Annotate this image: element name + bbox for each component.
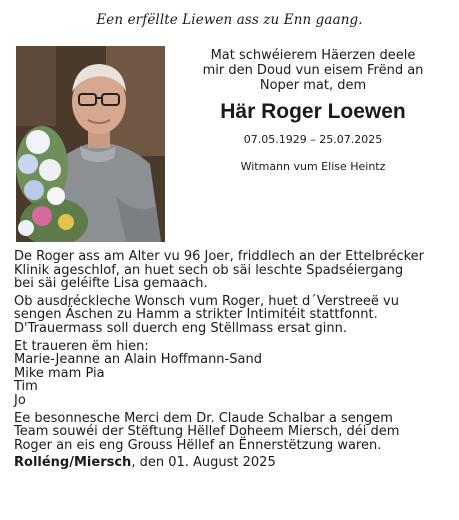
deceased-name: Här Roger Loewen — [220, 100, 406, 123]
mourners-list — [14, 340, 452, 408]
text-line: Team souwéi der Stëftung Hëllef Doheem Miersch, déi dem — [14, 424, 400, 440]
flower-white-1 — [26, 130, 50, 154]
intro-text — [183, 48, 443, 93]
paragraph-thanks — [14, 412, 452, 453]
flower-blue-1 — [18, 154, 38, 174]
text-line: D'Trauermass soll duerch eng Stëllmass ersat ginn. — [14, 320, 348, 336]
paragraph-passing — [14, 250, 452, 291]
intro-line: Noper mat, dem — [259, 78, 367, 93]
mourner-name: Tim — [14, 379, 38, 395]
text-line: bei säi geléifte Lisa gemaach. — [14, 276, 208, 292]
motto: Een erfëllte Liewen ass zu Enn gaang. — [96, 12, 363, 28]
flower-yellow — [58, 214, 74, 230]
flower-white-2 — [39, 159, 61, 181]
intro-line: Mat schwéierem Häerzen deele — [210, 48, 416, 63]
text-line: Ob ausdréckleche Wonsch vum Roger, huet d´Verstreeë vu — [14, 293, 399, 309]
mourner-name: Mike mam Pia — [14, 365, 105, 381]
portrait-photo — [16, 46, 165, 242]
life-dates: 07.05.1929 – 25.07.2025 — [243, 133, 383, 146]
flower-white-4 — [18, 220, 34, 236]
text-line: sengen Äschen zu Hamm a strikter Intimitéit stattfonnt. — [14, 307, 378, 323]
signature-date: , den 01. August 2025 — [131, 455, 276, 471]
mourner-name: Jo — [14, 392, 26, 408]
text-line: Roger an eis eng Grouss Hëllef an Ënnerstëtzung waren. — [14, 437, 382, 453]
text-line: Klinik ageschlof, an huet sech ob säi leschte Spadséiergang — [14, 262, 404, 278]
signature-place: Rolléng/Miersch — [14, 455, 132, 471]
photo-background-left — [16, 46, 56, 126]
text-line: Ee besonnesche Merci dem Dr. Claude Schalbar a sengem — [14, 410, 393, 426]
paragraph-wishes — [14, 295, 452, 336]
signature-line — [14, 456, 452, 470]
flower-blue-2 — [24, 180, 44, 200]
flower-white-3 — [47, 187, 65, 205]
flower-pink — [32, 206, 52, 226]
mourner-name: Marie-Jeanne an Alain Hoffmann-Sand — [14, 352, 262, 368]
widower-note: Witmann vum Elise Heintz — [240, 160, 386, 173]
text-line: De Roger ass am Alter vu 96 Joer, friddlech an der Ettelbrécker — [14, 249, 425, 264]
mourners-heading: Et traueren ëm hien: — [14, 338, 149, 354]
intro-line: mir den Doud vun eisem Frënd an — [202, 63, 424, 78]
portrait-illustration — [16, 46, 165, 242]
obituary-body — [14, 250, 452, 474]
